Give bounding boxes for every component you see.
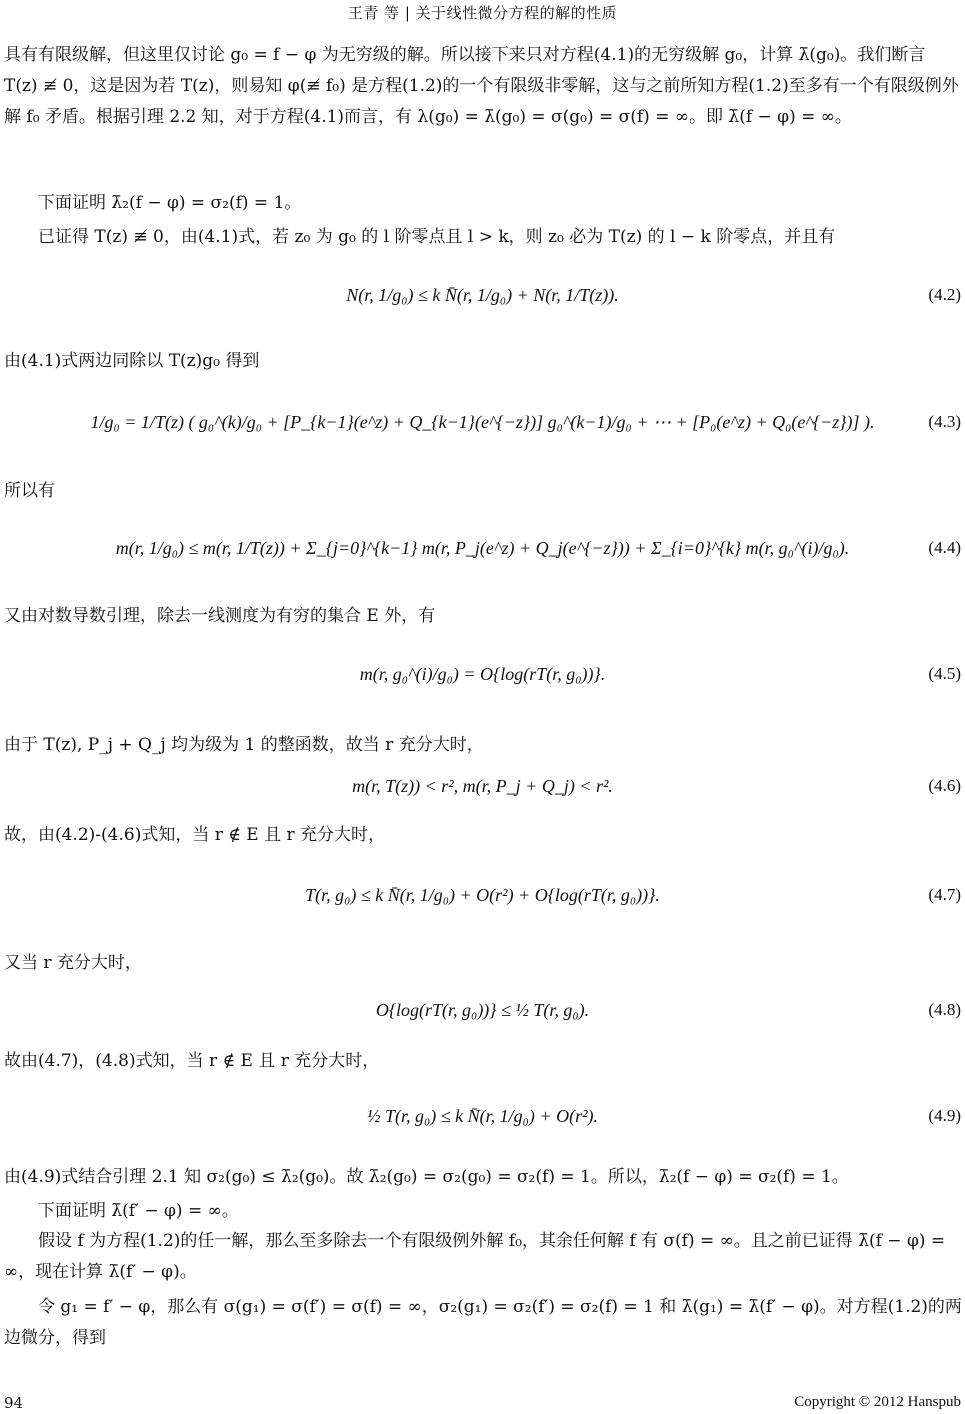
paragraph-12: 下面证明 λ̄(f′ − φ) = ∞。 bbox=[38, 1201, 239, 1221]
equation-number: (4.5) bbox=[928, 664, 961, 683]
paragraph-5: 所以有 bbox=[4, 481, 55, 501]
equation-4-3 bbox=[0, 412, 965, 442]
equation-4-9 bbox=[0, 1106, 965, 1136]
equation-4-4 bbox=[0, 538, 965, 568]
equation-body: T(r, g₀) ≤ k N̄(r, 1/g₀) + O(r²) + O{log(rT(r, g₀))}. bbox=[305, 885, 660, 905]
equation-body: 1/g₀ = 1/T(z) ( g₀^(k)/g₀ + [P_{k−1}(e^z) + Q_{k−1}(e^{−z})] g₀^(k−1)/g₀ + ⋯ + [P₀(e^z) + Q₀(e^{−z})] ). bbox=[90, 412, 875, 432]
paragraph-14: 令 g₁ = f′ − φ，那么有 σ(g₁) = σ(f′) = σ(f) = ∞，σ₂(g₁) = σ₂(f′) = σ₂(f) = 1 和 λ̄(g₁) = λ̄(f′ − φ)。对方程(1.2)的两边微分，得到 bbox=[4, 1297, 962, 1348]
equation-number: (4.2) bbox=[928, 285, 961, 304]
equation-number: (4.6) bbox=[928, 776, 961, 795]
equation-4-8 bbox=[0, 1000, 965, 1030]
equation-body: m(r, 1/g₀) ≤ m(r, 1/T(z)) + Σ_{j=0}^{k−1} m(r, P_j(e^z) + Q_j(e^{−z})) + Σ_{i=0}^{k} m(r, g₀^(i)/g₀). bbox=[115, 538, 850, 558]
equation-4-2 bbox=[0, 285, 965, 315]
paragraph-9: 又当 r 充分大时， bbox=[4, 953, 142, 973]
paragraph-13: 假设 f 为方程(1.2)的任一解，那么至多除去一个有限级例外解 f₀，其余任何解 f 有 σ(f) = ∞。且之前已证得 λ̄(f − φ) = ∞，现在计算 λ̄(f′ − φ)。 bbox=[4, 1231, 946, 1282]
equation-body: O{log(rT(r, g₀))} ≤ ½ T(r, g₀). bbox=[375, 1000, 590, 1020]
equation-4-6 bbox=[0, 776, 965, 806]
equation-number: (4.3) bbox=[928, 412, 961, 431]
equation-body: ½ T(r, g₀) ≤ k N̄(r, 1/g₀) + O(r²). bbox=[367, 1106, 598, 1126]
copyright-notice: Copyright © 2012 Hanspub bbox=[794, 1394, 961, 1410]
equation-body: m(r, g₀^(i)/g₀) = O{log(rT(r, g₀))}. bbox=[359, 664, 606, 684]
equation-number: (4.4) bbox=[928, 538, 961, 557]
paragraph-2: 下面证明 λ̄₂(f − φ) = σ₂(f) = 1。 bbox=[38, 193, 302, 213]
equation-body: m(r, T(z)) < r², m(r, P_j + Q_j) < r². bbox=[352, 776, 613, 796]
paragraph-11: 由(4.9)式结合引理 2.1 知 σ₂(g₀) ≤ λ̄₂(g₀)。故 λ̄₂(g₀) = σ₂(g₀) = σ₂(f) = 1。所以，λ̄₂(f − φ) = σ₂(f) = 1。 bbox=[4, 1167, 849, 1187]
equation-number: (4.7) bbox=[928, 885, 961, 904]
paragraph-10: 故由(4.7)，(4.8)式知，当 r ∉ E 且 r 充分大时， bbox=[4, 1051, 380, 1071]
equation-number: (4.8) bbox=[928, 1000, 961, 1019]
paragraph-4: 由(4.1)式两边同除以 T(z)g₀ 得到 bbox=[4, 351, 260, 371]
paragraph-6: 又由对数导数引理，除去一线测度为有穷的集合 E 外，有 bbox=[4, 606, 436, 626]
paragraph-3: 已证得 T(z) ≢ 0，由(4.1)式，若 z₀ 为 g₀ 的 l 阶零点且 l > k，则 z₀ 必为 T(z) 的 l − k 阶零点，并且有 bbox=[38, 227, 836, 247]
paragraph-8: 故，由(4.2)-(4.6)式知，当 r ∉ E 且 r 充分大时， bbox=[4, 825, 386, 845]
equation-4-5 bbox=[0, 664, 965, 694]
paragraph-1: 具有有限级解，但这里仅讨论 g₀ = f − φ 为无穷级的解。所以接下来只对方程(4.1)的无穷级解 g₀，计算 λ̄(g₀)。我们断言 T(z) ≢ 0，这是因为若 T(z)，则易知 φ(≢ f₀) 是方程(1.2)的一个有限级非零解，这与之前所知方程(1.2)至多有一个有限级例外解 f₀ 矛盾。根据引理 2.2 知，对于方程(4.1)而言，有 λ(g₀) = λ̄(g₀) = σ(g₀) = σ(f) = ∞。即 λ̄(f − φ) = ∞。 bbox=[4, 45, 959, 127]
page-number: 94 bbox=[4, 1394, 24, 1412]
running-header: 王青 等 | 关于线性微分方程的解的性质 bbox=[347, 4, 618, 22]
equation-4-7 bbox=[0, 885, 965, 915]
paragraph-7: 由于 T(z), P_j + Q_j 均为级为 1 的整函数，故当 r 充分大时， bbox=[4, 735, 484, 755]
equation-body: N(r, 1/g₀) ≤ k N̄(r, 1/g₀) + N(r, 1/T(z)). bbox=[346, 285, 619, 305]
equation-number: (4.9) bbox=[928, 1106, 961, 1125]
